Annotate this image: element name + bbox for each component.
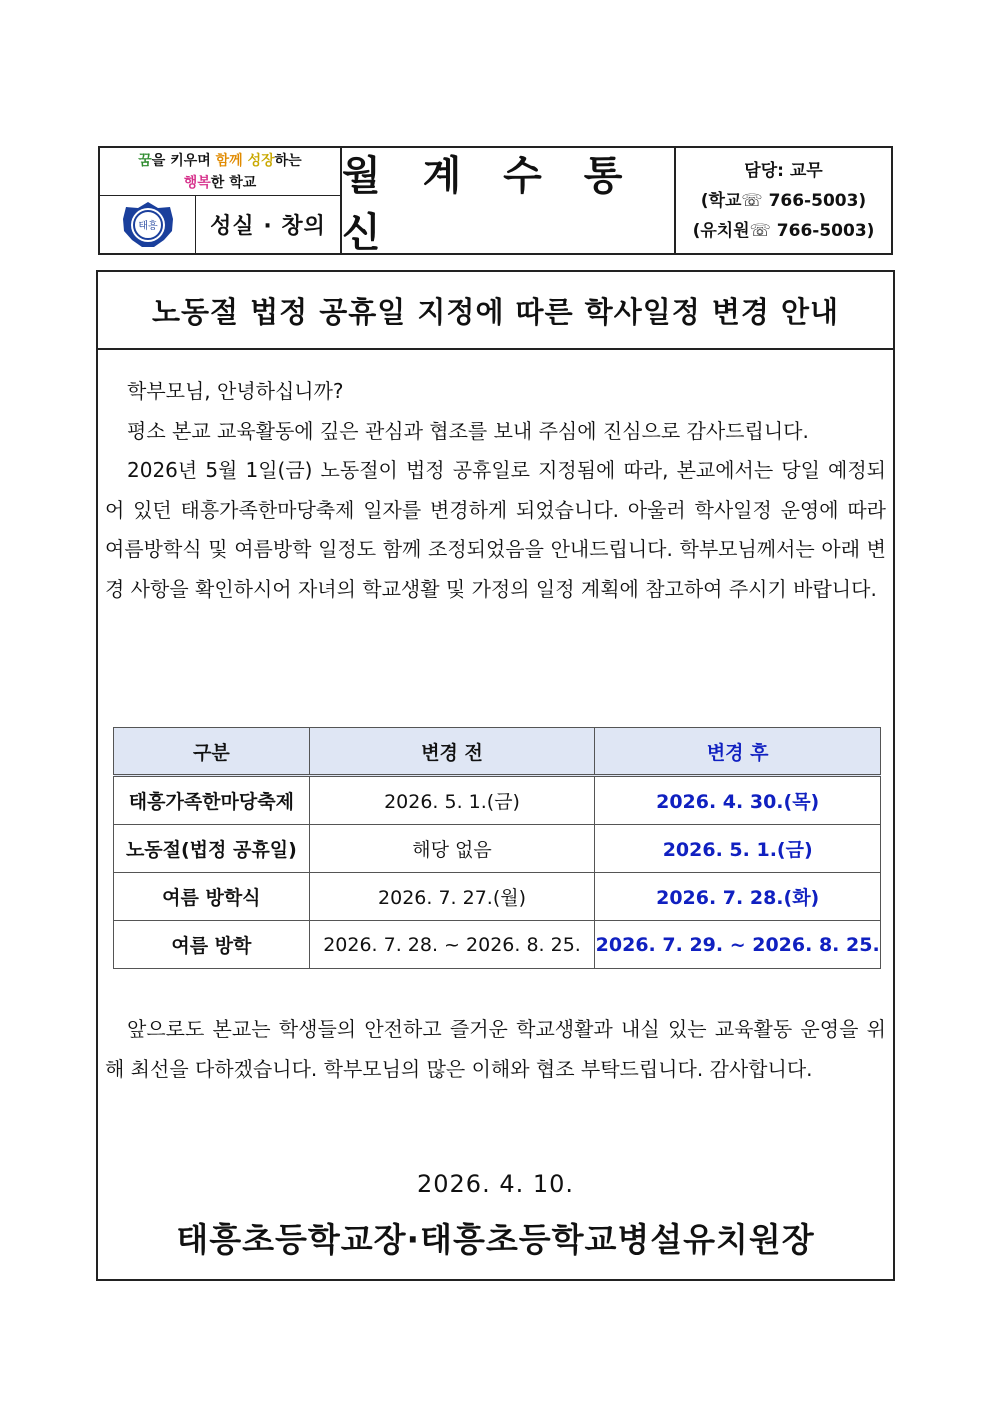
school-identity-cell — [100, 148, 342, 253]
greeting: 학부모님, 안녕하십니까? — [127, 379, 344, 403]
principal-signature: 태흥초등학교장·태흥초등학교병설유치원장 — [176, 1220, 815, 1259]
col-header-before: 변경 전 — [309, 728, 595, 776]
row-after: 2026. 7. 28.(화) — [595, 873, 881, 921]
notice-box — [96, 270, 895, 1281]
school-emblem-icon — [100, 196, 196, 253]
school-motto: 성실 · 창의 — [210, 214, 326, 239]
kindergarten-phone: (유치원☏ 766-5003) — [692, 221, 875, 241]
row-category: 여름 방학 — [114, 921, 310, 969]
row-before: 2026. 7. 27.(월) — [309, 873, 595, 921]
slogan-word: 한 학교 — [210, 175, 257, 191]
table-row — [114, 873, 881, 921]
notice-heading: 노동절 법정 공휴일 지정에 따른 학사일정 변경 안내 — [98, 272, 893, 350]
school-phone: (학교☏ 766-5003) — [700, 191, 867, 211]
closing-paragraph: 앞으로도 본교는 학생들의 안전하고 즐거운 학교생활과 내실 있는 교육활동 운영을 위해 최선을 다하겠습니다. 학부모님의 많은 이해와 협조 부탁드립니다. 감사합니다. — [105, 1017, 886, 1081]
notice-closing — [105, 1010, 886, 1089]
table-header-row — [114, 728, 881, 776]
newsletter-header — [98, 146, 893, 255]
row-before: 2026. 5. 1.(금) — [309, 776, 595, 825]
slogan-word: 행복 — [183, 175, 211, 191]
row-before: 해당 없음 — [309, 825, 595, 873]
thanks-paragraph: 평소 본교 교육활동에 깊은 관심과 협조를 보내 주심에 진심으로 감사드립니다. — [127, 418, 809, 443]
row-after: 2026. 7. 29. ~ 2026. 8. 25. — [595, 921, 881, 969]
slogan-word: 을 키우며 — [151, 153, 216, 169]
col-header-category: 구분 — [114, 728, 310, 776]
slogan-word: 하는 — [274, 153, 302, 169]
newsletter-title: 월 계 수 통 신 — [342, 148, 676, 253]
row-category: 노동절(법정 공휴일) — [114, 825, 310, 873]
col-header-after: 변경 후 — [595, 728, 881, 776]
change-paragraph: 2026년 5월 1일(금) 노동절이 법정 공휴일로 지정됨에 따라, 본교에서는 당일 예정되어 있던 태흥가족한마당축제 일자를 변경하게 되었습니다. 아울러 학사일정 운영에 따라 여름방학식 및 여름방학 일정도 함께 조정되었음을 안내드립니다. 학부모님께서는 아래 변경 사항을 확인하시어 자녀의 학교생활 및 가정의 일정 계획에 참고하여 주시기 바랍니다. — [105, 458, 886, 601]
slogan-word: 꿈 — [138, 153, 152, 169]
table-row — [114, 825, 881, 873]
row-after: 2026. 4. 30.(목) — [595, 776, 881, 825]
row-category: 태흥가족한마당축제 — [114, 776, 310, 825]
table-row — [114, 921, 881, 969]
row-category: 여름 방학식 — [114, 873, 310, 921]
contact-info — [676, 148, 891, 253]
school-slogan — [100, 148, 340, 196]
slogan-word: 성장 — [247, 153, 275, 169]
slogan-word: 함께 — [215, 153, 243, 169]
row-after: 2026. 5. 1.(금) — [595, 825, 881, 873]
emblem-text: 태흥 — [137, 220, 158, 232]
row-before: 2026. 7. 28. ~ 2026. 8. 25. — [309, 921, 595, 969]
notice-date: 2026. 4. 10. — [416, 1170, 575, 1198]
contact-person: 담당: 교무 — [744, 161, 823, 181]
schedule-change-table — [113, 727, 881, 969]
table-row — [114, 776, 881, 825]
notice-intro — [105, 372, 886, 609]
